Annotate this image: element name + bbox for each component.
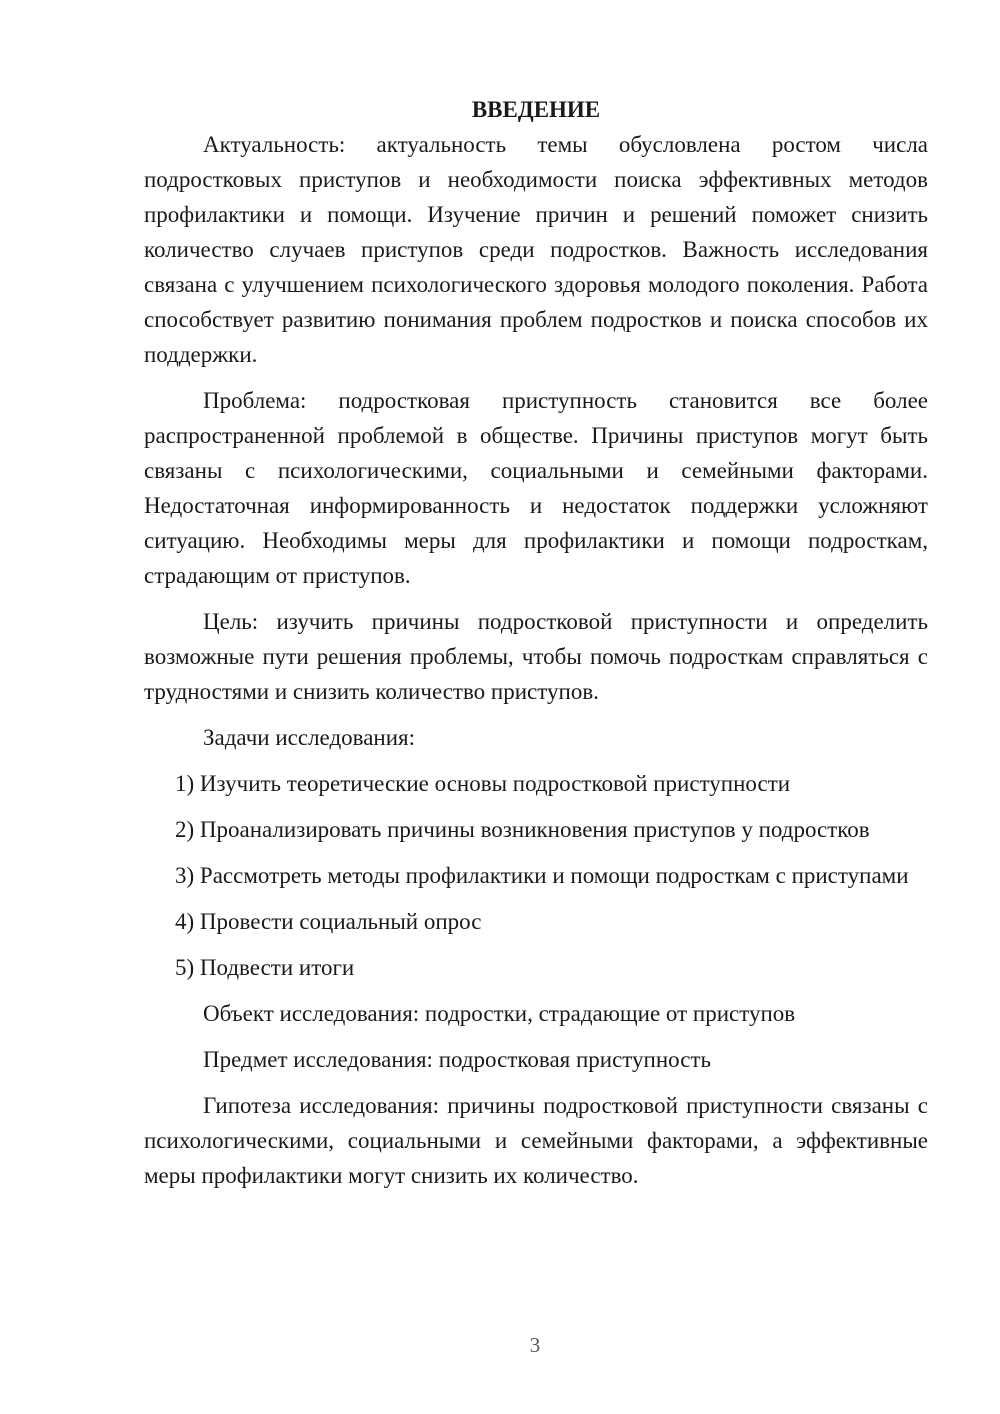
task-item-3: 3) Рассмотреть методы профилактики и помощи подросткам с приступами: [175, 863, 909, 888]
paragraph-problem: Проблема: подростковая приступность становится все более распространенной проблемой в обществе. Причины приступов могут быть связаны с психологическими, социальными и семейными факторами. Недостаточная информированность и недостаток поддержки усложняют ситуацию. Необходимы меры для профилактики и помощи подросткам, страдающим от приступов.: [144, 388, 928, 588]
task-item-4: 4) Провести социальный опрос: [175, 909, 482, 934]
page-number: 3: [529, 1333, 541, 1357]
task-item-2: 2) Проанализировать причины возникновения приступов у подростков: [175, 817, 870, 842]
tasks-title: Задачи исследования:: [203, 725, 416, 750]
paragraph-subject: Предмет исследования: подростковая приступность: [203, 1047, 711, 1072]
task-item-1: 1) Изучить теоретические основы подростковой приступности: [175, 771, 791, 796]
paragraph-hypothesis: Гипотеза исследования: причины подростковой приступности связаны с психологическими, социальными и семейными факторами, а эффективные меры профилактики могут снизить их количество.: [144, 1093, 928, 1188]
paragraph-relevance: Актуальность: актуальность темы обусловлена ростом числа подростковых приступов и необходимости поиска эффективных методов профилактики и помощи. Изучение причин и решений поможет снизить количество случаев приступов среди подростков. Важность исследования связана с улучшением психологического здоровья молодого поколения. Работа способствует развитию понимания проблем подростков и поиска способов их поддержки.: [144, 132, 928, 367]
paragraph-goal: Цель: изучить причины подростковой приступности и определить возможные пути решения проблемы, чтобы помочь подросткам справляться с трудностями и снизить количество приступов.: [144, 609, 928, 704]
section-heading: ВВЕДЕНИЕ: [471, 97, 601, 122]
task-item-5: 5) Подвести итоги: [175, 955, 355, 980]
paragraph-object: Объект исследования: подростки, страдающие от приступов: [203, 1001, 796, 1026]
page-content: [144, 92, 928, 1193]
